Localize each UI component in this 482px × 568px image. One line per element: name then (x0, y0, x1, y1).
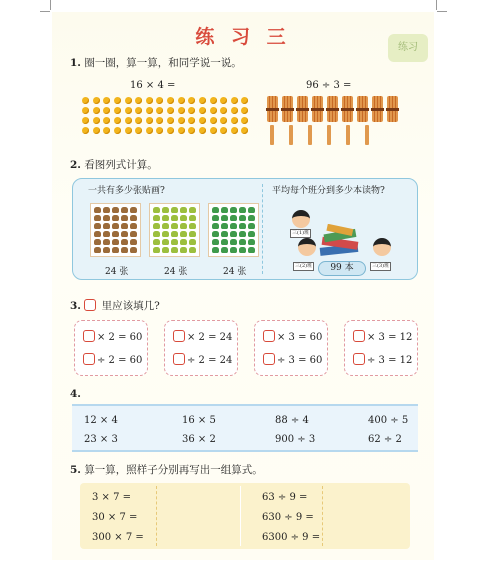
sticker-icon (189, 247, 196, 253)
counting-dot (178, 107, 185, 114)
q3-text: 里应该填几? (101, 300, 160, 312)
q4-expression: 23 × 3 (84, 434, 118, 445)
q5-expression: 30 × 7 = (92, 512, 138, 523)
counting-dot (210, 127, 217, 134)
sticker-icon (162, 215, 169, 221)
stick-bundle-icon (327, 96, 338, 122)
counting-dot (93, 107, 100, 114)
sticker-icon (230, 247, 237, 253)
sticker-icon (230, 223, 237, 229)
q5-gap (240, 486, 241, 546)
counting-dot (125, 127, 132, 134)
q4-number: 4. (70, 388, 81, 400)
crop-mark (436, 0, 437, 10)
sticker-icon (153, 247, 160, 253)
stick-bundles (267, 96, 398, 122)
sticker-icon (221, 247, 228, 253)
stick-bundle-icon (342, 96, 353, 122)
sticker-icon (112, 223, 119, 229)
counting-dot (103, 97, 110, 104)
counting-dot (199, 97, 206, 104)
counting-dot (231, 97, 238, 104)
stick-bundle-icon (372, 96, 383, 122)
counting-dot (135, 97, 142, 104)
textbook-page (52, 12, 434, 560)
sticker-icon (212, 223, 219, 229)
q3-expression: × 3 = 12 (367, 332, 413, 343)
sticker-icon (171, 247, 178, 253)
q3-heading (70, 298, 160, 313)
q5-heading (70, 462, 263, 477)
counting-dot (220, 127, 227, 134)
q4-expression: 16 × 5 (182, 415, 216, 426)
sticker-icon (130, 247, 137, 253)
sticker-icon (189, 215, 196, 221)
single-stick-icon (308, 125, 312, 145)
sticker-icon (248, 239, 255, 245)
sticker-icon (248, 247, 255, 253)
sticker-icon (180, 231, 187, 237)
sticker-icon (230, 239, 237, 245)
sticker-icon (94, 231, 101, 237)
q5-expression: 300 × 7 = (92, 532, 144, 543)
q5-text: 算一算，照样子分别再写出一组算式。 (84, 464, 263, 476)
q4-expression: 400 ÷ 5 (368, 415, 409, 426)
student-figure (373, 238, 391, 256)
sticker-icon (130, 239, 137, 245)
sticker-icon (103, 223, 110, 229)
sheet-label: 24 张 (105, 267, 129, 277)
counting-dot (178, 97, 185, 104)
sticker-icon (230, 231, 237, 237)
counting-dot (210, 97, 217, 104)
sticker-icon (121, 239, 128, 245)
counting-dot (135, 107, 142, 114)
q3-expression: ÷ 3 = 12 (367, 355, 413, 366)
sticker-icon (112, 231, 119, 237)
q2-divider (262, 184, 263, 274)
sticker-icon (180, 247, 187, 253)
sticker-icon (171, 215, 178, 221)
single-sticks (270, 125, 369, 145)
q3-card (74, 320, 148, 376)
counting-dot (156, 107, 163, 114)
sticker-icon (239, 215, 246, 221)
sticker-icon (248, 215, 255, 221)
class-tag: 三(1)班 (292, 230, 310, 236)
sticker-icon (103, 207, 110, 213)
q1-text: 圈一圈，算一算，和同学说一说。 (84, 57, 242, 69)
sticker-icon (239, 239, 246, 245)
sticker-icon (230, 207, 237, 213)
counting-dot (103, 117, 110, 124)
q4-expression: 12 × 4 (84, 415, 118, 426)
counting-dot (125, 117, 132, 124)
q4-heading (70, 388, 81, 400)
student-figure (298, 238, 316, 256)
q4-expression: 62 ÷ 2 (368, 434, 402, 445)
sticker-icon (248, 223, 255, 229)
counting-dot (82, 97, 89, 104)
q2-number: 2. (70, 159, 81, 171)
counting-dot (210, 117, 217, 124)
sticker-icon (162, 231, 169, 237)
sticker-icon (121, 207, 128, 213)
sticker-icon (162, 247, 169, 253)
counting-dot (146, 117, 153, 124)
counting-dot (241, 117, 248, 124)
sticker-icon (121, 231, 128, 237)
sticker-icon (153, 239, 160, 245)
counting-dot (188, 127, 195, 134)
counting-dot (167, 127, 174, 134)
counting-dot (125, 107, 132, 114)
sticker-icon (121, 215, 128, 221)
answer-box[interactable] (173, 330, 185, 342)
q1-expression-b: 96 ÷ 3 = (306, 80, 352, 91)
q5-expression: 630 ÷ 9 = (262, 512, 314, 523)
q3-expression: × 2 = 60 (97, 332, 143, 343)
counting-dot (167, 117, 174, 124)
answer-box (84, 299, 96, 311)
sticker-icon (221, 223, 228, 229)
sticker-sheet (208, 203, 259, 257)
counting-dot (103, 127, 110, 134)
answer-box[interactable] (263, 330, 275, 342)
sheet-label: 24 张 (164, 267, 188, 277)
counting-dot (167, 107, 174, 114)
sticker-icon (94, 215, 101, 221)
q1-number: 1. (70, 57, 81, 69)
sticker-icon (112, 239, 119, 245)
answer-box[interactable] (83, 330, 95, 342)
counting-dot (241, 127, 248, 134)
single-stick-icon (365, 125, 369, 145)
counting-dot (146, 127, 153, 134)
counting-dot (241, 97, 248, 104)
counting-dot (82, 117, 89, 124)
q4-expression: 900 ÷ 3 (275, 434, 316, 445)
sticker-icon (121, 247, 128, 253)
sticker-icon (103, 247, 110, 253)
q3-expression: ÷ 2 = 24 (187, 355, 233, 366)
sticker-icon (189, 223, 196, 229)
crop-mark (40, 11, 50, 12)
counting-dot (220, 97, 227, 104)
counting-dot (146, 107, 153, 114)
q3-card (254, 320, 328, 376)
q3-number: 3. (70, 300, 81, 312)
counting-dot (210, 107, 217, 114)
q2-right-question: 平均每个班分到多少本读物? (272, 186, 385, 196)
q5-expression: 63 ÷ 9 = (262, 492, 308, 503)
sticker-icon (239, 247, 246, 253)
stick-bundle-icon (282, 96, 293, 122)
corner-decoration: 练习 (388, 34, 428, 62)
q3-expression: × 2 = 24 (187, 332, 233, 343)
counting-dot (93, 97, 100, 104)
q3-expression: ÷ 3 = 60 (277, 355, 323, 366)
sticker-icon (221, 215, 228, 221)
q2-heading (70, 157, 158, 172)
sticker-icon (221, 207, 228, 213)
counting-dot (231, 107, 238, 114)
counting-dot (114, 97, 121, 104)
counting-dot (93, 127, 100, 134)
q5-expression: 3 × 7 = (92, 492, 132, 503)
q4-expression: 88 ÷ 4 (275, 415, 309, 426)
stick-bundle-icon (387, 96, 398, 122)
counting-dots-grid (82, 97, 252, 134)
q5-column-divider (322, 486, 323, 546)
books-count-pill: 99 本 (318, 261, 366, 276)
q3-card (344, 320, 418, 376)
book-pile-icon (318, 224, 362, 258)
sticker-icon (239, 231, 246, 237)
sticker-icon (248, 231, 255, 237)
sticker-icon (112, 247, 119, 253)
answer-box[interactable] (263, 353, 275, 365)
sheet-label: 24 张 (223, 267, 247, 277)
sticker-icon (103, 215, 110, 221)
q1-expression-a: 16 × 4 = (130, 80, 176, 91)
sticker-icon (171, 207, 178, 213)
q2-left-question: 一共有多少张贴画? (88, 186, 165, 196)
sticker-icon (103, 239, 110, 245)
sticker-icon (112, 207, 119, 213)
sticker-sheet (90, 203, 141, 257)
sticker-icon (189, 207, 196, 213)
counting-dot (156, 127, 163, 134)
sticker-icon (130, 223, 137, 229)
sticker-icon (171, 223, 178, 229)
counting-dot (146, 97, 153, 104)
counting-dot (199, 107, 206, 114)
counting-dot (125, 97, 132, 104)
sticker-icon (153, 231, 160, 237)
counting-dot (188, 97, 195, 104)
student-figure (292, 210, 310, 228)
sticker-icon (130, 215, 137, 221)
counting-dot (156, 117, 163, 124)
answer-box[interactable] (83, 353, 95, 365)
single-stick-icon (327, 125, 331, 145)
counting-dot (135, 117, 142, 124)
sticker-icon (94, 223, 101, 229)
sticker-icon (180, 223, 187, 229)
single-stick-icon (346, 125, 350, 145)
sticker-icon (130, 207, 137, 213)
counting-dot (82, 107, 89, 114)
counting-dot (199, 117, 206, 124)
counting-dot (241, 107, 248, 114)
crop-mark (50, 0, 51, 10)
class-tag: 三(3)班 (372, 263, 390, 269)
single-stick-icon (289, 125, 293, 145)
sticker-icon (212, 239, 219, 245)
q4-expression: 36 × 2 (182, 434, 216, 445)
sticker-icon (212, 231, 219, 237)
sticker-icon (153, 215, 160, 221)
sticker-sheet (149, 203, 200, 257)
q5-expression: 6300 ÷ 9 = (262, 532, 321, 543)
sticker-icon (171, 239, 178, 245)
stick-bundle-icon (312, 96, 323, 122)
sticker-icon (212, 247, 219, 253)
answer-box[interactable] (353, 353, 365, 365)
sticker-icon (171, 231, 178, 237)
q5-column-divider (156, 486, 157, 546)
stick-bundle-icon (357, 96, 368, 122)
sticker-icon (162, 207, 169, 213)
stick-bundle-icon (297, 96, 308, 122)
sticker-icon (239, 207, 246, 213)
sticker-icon (221, 231, 228, 237)
page-title: 练 习 三 (195, 26, 291, 48)
q2-text: 看图列式计算。 (84, 159, 158, 171)
sticker-icon (153, 223, 160, 229)
counting-dot (178, 117, 185, 124)
sticker-icon (248, 207, 255, 213)
counting-dot (231, 117, 238, 124)
sticker-icon (162, 239, 169, 245)
sticker-icon (230, 215, 237, 221)
sticker-icon (221, 239, 228, 245)
answer-box[interactable] (173, 353, 185, 365)
sticker-icon (180, 207, 187, 213)
sticker-icon (94, 247, 101, 253)
counting-dot (135, 127, 142, 134)
sticker-icon (189, 231, 196, 237)
counting-dot (82, 127, 89, 134)
single-stick-icon (270, 125, 274, 145)
counting-dot (220, 117, 227, 124)
answer-box[interactable] (353, 330, 365, 342)
counting-dot (114, 127, 121, 134)
q4-panel (72, 404, 418, 452)
counting-dot (188, 107, 195, 114)
sticker-icon (239, 223, 246, 229)
sticker-icon (121, 223, 128, 229)
q3-card (164, 320, 238, 376)
counting-dot (167, 97, 174, 104)
q1-heading (70, 55, 242, 70)
sticker-icon (189, 239, 196, 245)
sticker-icon (180, 239, 187, 245)
q5-number: 5. (70, 464, 81, 476)
sticker-icon (112, 215, 119, 221)
sticker-icon (162, 223, 169, 229)
sticker-icon (212, 207, 219, 213)
sticker-icon (94, 207, 101, 213)
counting-dot (93, 117, 100, 124)
q3-expression: ÷ 2 = 60 (97, 355, 143, 366)
counting-dot (188, 117, 195, 124)
sticker-icon (153, 207, 160, 213)
counting-dot (178, 127, 185, 134)
class-tag: 三(2)班 (295, 263, 313, 269)
counting-dot (114, 107, 121, 114)
counting-dot (114, 117, 121, 124)
sticker-icon (94, 239, 101, 245)
counting-dot (156, 97, 163, 104)
sticker-icon (130, 231, 137, 237)
counting-dot (220, 107, 227, 114)
sticker-icon (103, 231, 110, 237)
counting-dot (199, 127, 206, 134)
sticker-icon (212, 215, 219, 221)
crop-mark (437, 11, 447, 12)
stick-bundle-icon (267, 96, 278, 122)
counting-dot (103, 107, 110, 114)
counting-dot (231, 127, 238, 134)
q3-expression: × 3 = 60 (277, 332, 323, 343)
sticker-icon (180, 215, 187, 221)
